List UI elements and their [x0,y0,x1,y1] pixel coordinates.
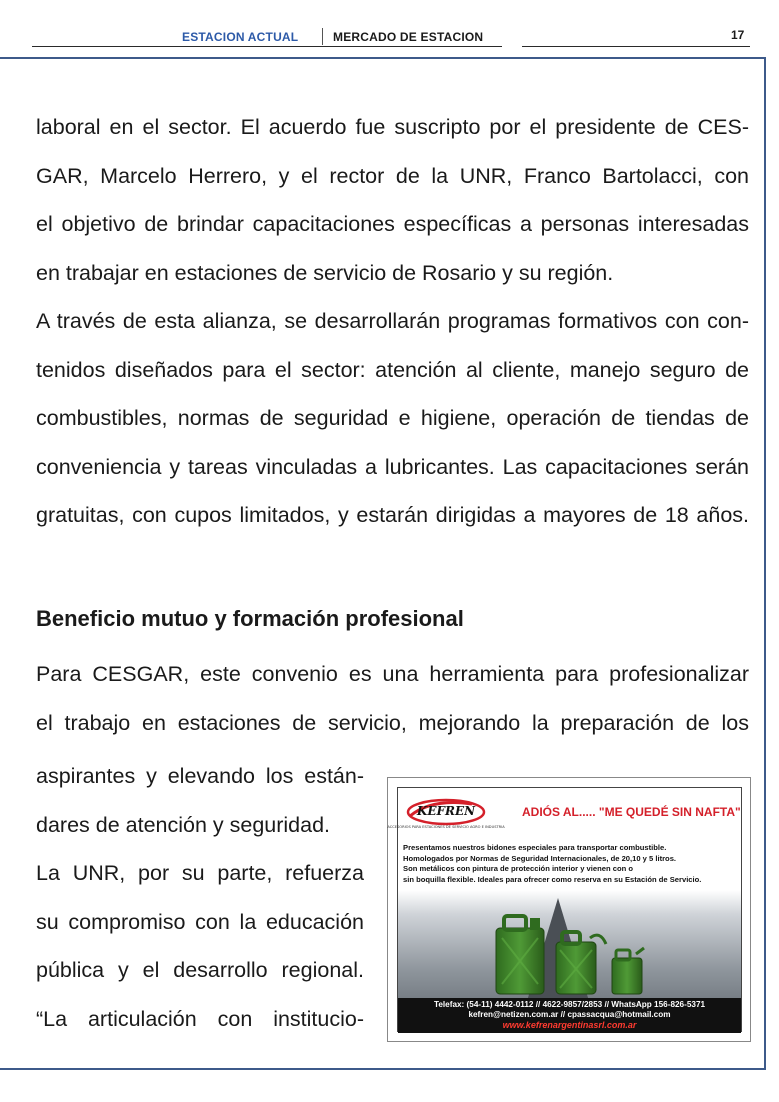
ad-panel [387,787,742,1032]
third-paragraph [36,650,749,747]
header-subsection: MERCADO DE ESTACION [333,30,484,44]
text-line: tenidos diseñados para el sector: atención al cliente, manejo seguro de [36,357,749,382]
text-line: gratuitas, con cupos limitados, y estarán dirigidas a mayores de 18 años. [36,503,749,527]
header-separator [322,28,323,45]
kefren-advertisement[interactable] [387,777,751,1042]
frame-bottom [0,1068,766,1070]
text-line: GAR, Marcelo Herrero, y el rector de la UNR, Franco Bartolacci, con [36,163,749,188]
text-line: pública y el desarrollo regional. [36,958,364,982]
section-heading: Beneficio mutuo y formación profesional [36,606,464,631]
text-line: La UNR, por su parte, refuerza [36,861,364,885]
ad-line: sin boquilla flexible. Ideales para ofrecer como reserva en su Estación de Servicio. [403,874,702,884]
header-rule-left [32,46,502,47]
ad-contact-web[interactable]: www.kefrenargentinasrl.com.ar [502,1020,637,1030]
ad-contact-bar [398,998,741,1033]
ad-line: Homologados por Normas de Seguridad Internacionales, de 20,10 y 5 litros. [403,853,677,863]
narrow-column [36,752,364,1043]
ad-contact-email: kefren@netizen.com.ar // cpassacqua@hotmail.com [468,1010,671,1019]
text-line: “La articulación con institucio- [36,1006,364,1031]
text-line: A través de esta alianza, se desarrollarán programas formativos con con- [36,309,749,333]
intro-paragraph [36,103,749,297]
header-rule-right [522,46,750,47]
ad-slogan: ADIÓS AL..... "ME QUEDÉ SIN NAFTA" [522,805,741,819]
text-line: combustibles, normas de seguridad e higiene, operación de tiendas de [36,406,749,430]
text-line: Para CESGAR, este convenio es una herramienta para profesionalizar [36,662,749,686]
frame-top [0,57,765,59]
text-line: el objetivo de brindar capacitaciones específicas a personas interesadas [36,212,749,236]
kefren-logo-icon [387,794,522,832]
jerry-cans-icon [490,908,670,998]
svg-text:KEFREN: KEFREN [416,804,476,818]
text-line: dares de atención y seguridad. [36,812,331,837]
text-line: laboral en el sector. El acuerdo fue suscripto por el presidente de CES- [36,115,749,139]
text-line: en trabajar en estaciones de servicio de Rosario y su región. [36,260,614,285]
text-line: su compromiso con la educación [36,909,364,934]
ad-contact-phone: Telefax: (54-11) 4442-0112 // 4622-9857/2853 // WhatsApp 156-826-5371 [433,1000,706,1009]
text-line: conveniencia y tareas vinculadas a lubricantes. Las capacitaciones serán [36,454,749,479]
ad-line: Presentamos nuestros bidones especiales para transportar combustible. [403,843,667,852]
svg-text:ACCESORIOS PARA ESTACIONES DE: ACCESORIOS PARA ESTACIONES DE SERVICIO AGRO E INDUSTRIA [387,825,505,829]
text-line: aspirantes y elevando los están- [36,764,364,788]
frame-right [764,57,766,1069]
ad-description [403,843,701,885]
header-section: ESTACION ACTUAL [182,30,299,44]
text-line: el trabajo en estaciones de servicio, mejorando la preparación de los [36,710,749,735]
second-paragraph [36,297,749,540]
page-number: 17 [731,28,745,42]
ad-line: Son metálicos con pintura de protección interior y vienen con o [403,864,633,874]
